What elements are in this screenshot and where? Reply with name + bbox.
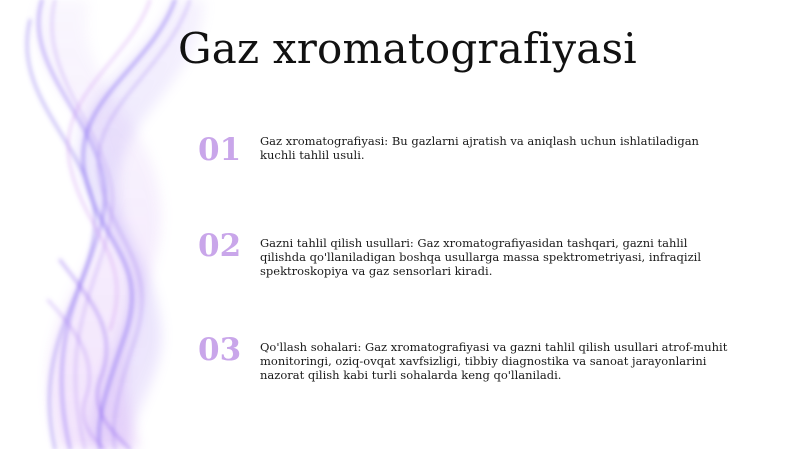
item-number: 02 (198, 228, 242, 264)
page-title: Gaz xromatografiyasi (178, 24, 637, 73)
item-number: 03 (198, 332, 242, 368)
item-number: 01 (198, 132, 242, 168)
item-text: Gazni tahlil qilish usullari: Gaz xromatografiyasidan tashqari, gazni tahlil qilishda qo'llaniladigan boshqa usullarga massa spektrometriyasi, infraqizil spektroskopiya va gaz sensorlari kiradi. (260, 236, 701, 278)
item-text: Gaz xromatografiyasi: Bu gazlarni ajratish va aniqlash uchun ishlatiladigan kuchli tahlil usuli. (260, 134, 699, 162)
item-text: Qo'llash sohalari: Gaz xromatografiyasi va gazni tahlil qilish usullari atrof-muhit monitoringi, oziq-ovqat xavfsizligi, tibbiy diagnostika va sanoat jarayonlarini nazorat qilish kabi turli sohalarda keng qo'llaniladi. (260, 340, 728, 382)
